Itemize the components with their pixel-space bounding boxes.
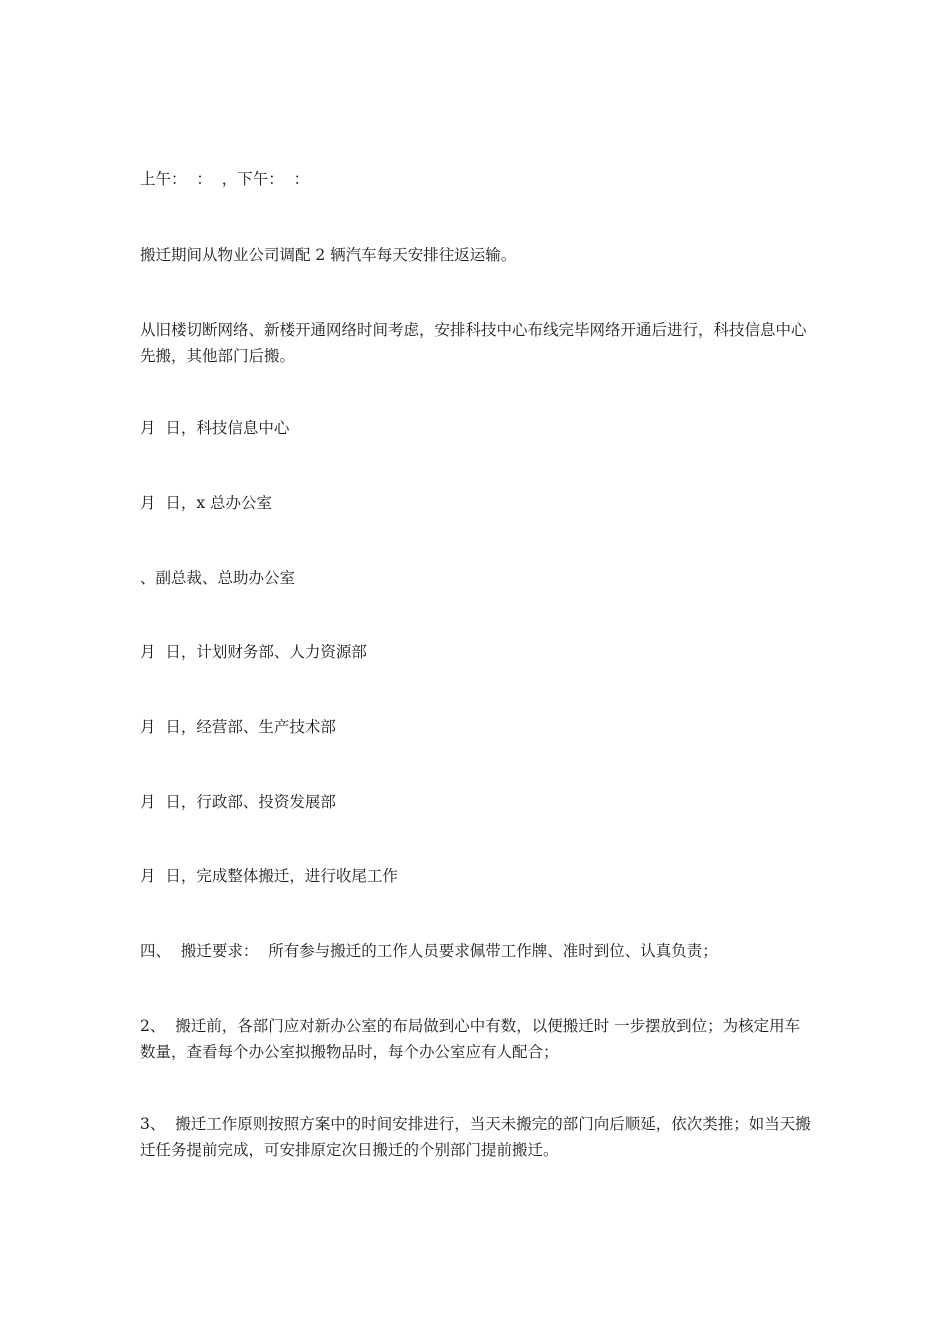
paragraph-network-order: 从旧楼切断网络、新楼开通网络时间考虑，安排科技中心布线完毕网络开通后进行，科技信息中心先搬，其他部门后搬。 [140, 321, 807, 365]
paragraph-date-admin-investment: 月 日，行政部、投资发展部 [140, 793, 336, 811]
paragraph-date-completion: 月 日，完成整体搬迁，进行收尾工作 [140, 867, 398, 885]
paragraph-date-operations-tech: 月 日，经营部、生产技术部 [140, 718, 336, 736]
paragraph-requirement-3: 3、 搬迁工作原则按照方案中的时间安排进行，当天未搬完的部门向后顺延，依次类推；如当天搬迁任务提前完成，可安排原定次日搬迁的个别部门提前搬迁。 [140, 1115, 811, 1159]
paragraph-schedule-times: 上午： ： ，下午： ： [140, 170, 310, 188]
paragraph-requirement-2: 2、 搬迁前，各部门应对新办公室的布局做到心中有数，以便搬迁时 一步摆放到位；为核定用车数量，查看每个办公室拟搬物品时，每个办公室应有人配合； [140, 1017, 801, 1061]
paragraph-date-general-office: 月 日，x 总办公室 [140, 494, 273, 512]
paragraph-requirements-heading: 四、 搬迁要求： 所有参与搬迁的工作人员要求佩带工作牌、准时到位、认真负责； [140, 942, 718, 960]
paragraph-date-tech-center: 月 日，科技信息中心 [140, 419, 290, 437]
paragraph-vehicles: 搬迁期间从物业公司调配 2 辆汽车每天安排往返运输。 [140, 246, 517, 264]
paragraph-vice-president-office: 、副总裁、总助办公室 [140, 569, 296, 587]
paragraph-date-finance-hr: 月 日，计划财务部、人力资源部 [140, 643, 367, 661]
